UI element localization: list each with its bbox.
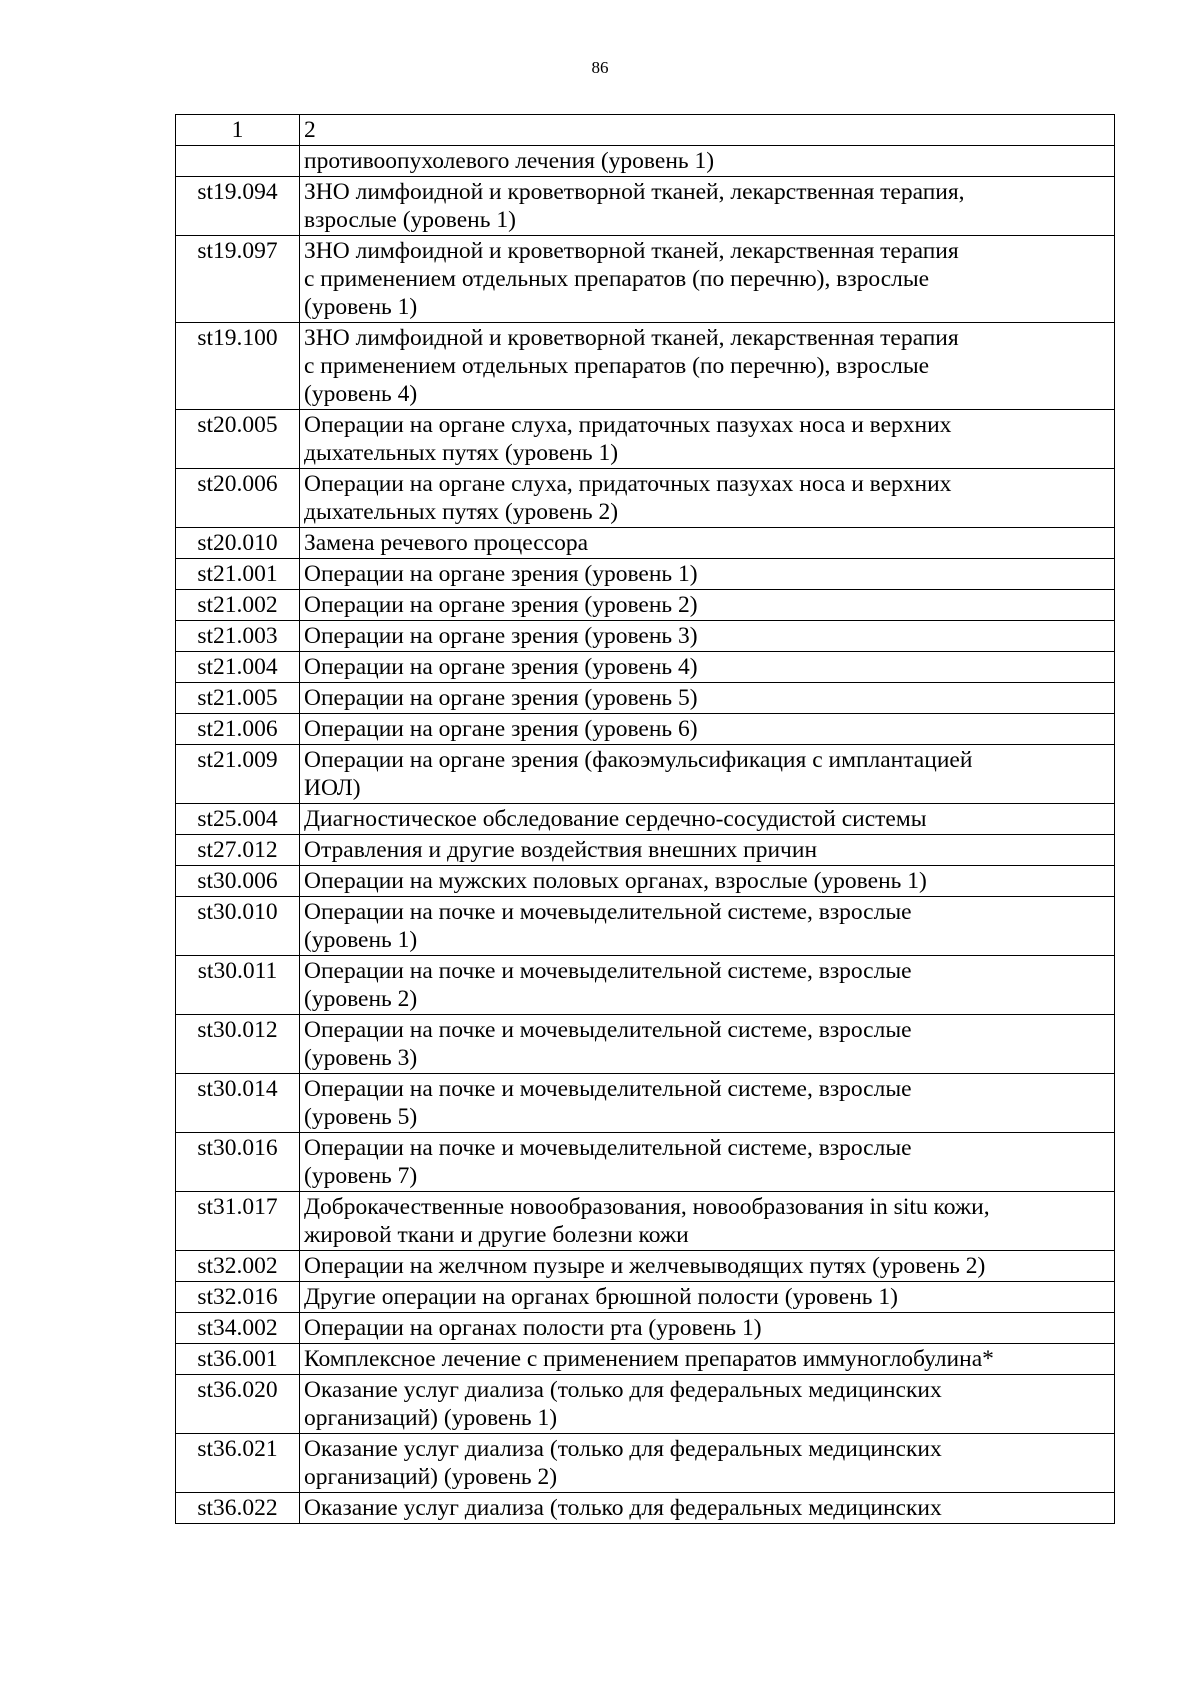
row-code-cell: st30.016 (176, 1133, 300, 1192)
row-code-cell: st21.004 (176, 652, 300, 683)
column-header-2: 2 (300, 115, 1115, 146)
row-description-cell: Операции на почке и мочевыделительной системе, взрослые (уровень 3) (300, 1015, 1115, 1074)
row-code-cell: st30.006 (176, 866, 300, 897)
row-code-cell: st21.003 (176, 621, 300, 652)
table-header-row (176, 115, 1115, 146)
row-description-cell: Операции на органах полости рта (уровень 1) (300, 1313, 1115, 1344)
column-header-1: 1 (176, 115, 300, 146)
row-description-cell: Комплексное лечение с применением препаратов иммуноглобулина* (300, 1344, 1115, 1375)
row-code-cell: st31.017 (176, 1192, 300, 1251)
row-description-cell: Операции на почке и мочевыделительной системе, взрослые (уровень 7) (300, 1133, 1115, 1192)
row-description-cell: Доброкачественные новообразования, новообразования in situ кожи, жировой ткани и другие болезни кожи (300, 1192, 1115, 1251)
row-code-cell: st21.006 (176, 714, 300, 745)
page-number: 86 (591, 58, 609, 77)
row-description-cell: Оказание услуг диализа (только для федеральных медицинских (300, 1493, 1115, 1524)
row-description-cell: Операции на органе зрения (уровень 1) (300, 559, 1115, 590)
row-code-cell: st19.094 (176, 177, 300, 236)
row-description-cell: Замена речевого процессора (300, 528, 1115, 559)
row-description-cell: ЗНО лимфоидной и кроветворной тканей, лекарственная терапия с применением отдельных препаратов (по перечню), взрослые (уровень 1) (300, 236, 1115, 323)
row-code-cell: st19.097 (176, 236, 300, 323)
row-code-cell: st21.005 (176, 683, 300, 714)
table-row (176, 956, 1115, 1015)
table-row (176, 1015, 1115, 1074)
table-row (176, 683, 1115, 714)
row-description-cell: Операции на органе слуха, придаточных пазухах носа и верхних дыхательных путях (уровень 2) (300, 469, 1115, 528)
table-row (176, 1282, 1115, 1313)
table-row (176, 745, 1115, 804)
table-row (176, 1375, 1115, 1434)
table-row (176, 323, 1115, 410)
table-row (176, 714, 1115, 745)
row-description-cell: Операции на желчном пузыре и желчевыводящих путях (уровень 2) (300, 1251, 1115, 1282)
table-row (176, 866, 1115, 897)
row-description-cell: ЗНО лимфоидной и кроветворной тканей, лекарственная терапия, взрослые (уровень 1) (300, 177, 1115, 236)
row-code-cell: st25.004 (176, 804, 300, 835)
table-row (176, 1074, 1115, 1133)
table-row (176, 1344, 1115, 1375)
row-code-cell: st36.022 (176, 1493, 300, 1524)
row-description-cell: Операции на мужских половых органах, взрослые (уровень 1) (300, 866, 1115, 897)
table-row (176, 559, 1115, 590)
row-description-cell: Операции на органе зрения (уровень 3) (300, 621, 1115, 652)
table-row (176, 1434, 1115, 1493)
table-row (176, 528, 1115, 559)
table-row (176, 652, 1115, 683)
row-code-cell: st32.016 (176, 1282, 300, 1313)
table-row (176, 804, 1115, 835)
row-code-cell: st19.100 (176, 323, 300, 410)
row-description-cell: Операции на органе зрения (уровень 6) (300, 714, 1115, 745)
row-code-cell: st20.010 (176, 528, 300, 559)
row-description-cell: Оказание услуг диализа (только для федеральных медицинских организаций) (уровень 2) (300, 1434, 1115, 1493)
row-description-cell: противоопухолевого лечения (уровень 1) (300, 146, 1115, 177)
row-code-cell: st20.006 (176, 469, 300, 528)
row-code-cell: st21.002 (176, 590, 300, 621)
row-code-cell: st30.014 (176, 1074, 300, 1133)
row-code-cell: st36.020 (176, 1375, 300, 1434)
row-code-cell (176, 146, 300, 177)
row-code-cell: st27.012 (176, 835, 300, 866)
table-row (176, 1133, 1115, 1192)
row-description-cell: Диагностическое обследование сердечно-сосудистой системы (300, 804, 1115, 835)
table-row (176, 835, 1115, 866)
row-description-cell: Операции на органе зрения (факоэмульсификация с имплантацией ИОЛ) (300, 745, 1115, 804)
row-code-cell: st30.011 (176, 956, 300, 1015)
table-row (176, 469, 1115, 528)
row-code-cell: st30.010 (176, 897, 300, 956)
row-code-cell: st20.005 (176, 410, 300, 469)
row-description-cell: Операции на органе зрения (уровень 2) (300, 590, 1115, 621)
table-row (176, 1313, 1115, 1344)
row-description-cell: Другие операции на органах брюшной полости (уровень 1) (300, 1282, 1115, 1313)
table-row (176, 1192, 1115, 1251)
table-row (176, 146, 1115, 177)
table-row (176, 897, 1115, 956)
row-description-cell: Отравления и другие воздействия внешних причин (300, 835, 1115, 866)
row-description-cell: Оказание услуг диализа (только для федеральных медицинских организаций) (уровень 1) (300, 1375, 1115, 1434)
table-row (176, 1493, 1115, 1524)
row-description-cell: Операции на почке и мочевыделительной системе, взрослые (уровень 1) (300, 897, 1115, 956)
table-row (176, 177, 1115, 236)
row-code-cell: st34.002 (176, 1313, 300, 1344)
table-body (176, 146, 1115, 1524)
row-description-cell: Операции на почке и мочевыделительной системе, взрослые (уровень 2) (300, 956, 1115, 1015)
table-row (176, 590, 1115, 621)
row-description-cell: Операции на органе зрения (уровень 5) (300, 683, 1115, 714)
row-code-cell: st32.002 (176, 1251, 300, 1282)
table-row (176, 1251, 1115, 1282)
row-description-cell: ЗНО лимфоидной и кроветворной тканей, лекарственная терапия с применением отдельных препаратов (по перечню), взрослые (уровень 4) (300, 323, 1115, 410)
table-row (176, 621, 1115, 652)
row-description-cell: Операции на органе зрения (уровень 4) (300, 652, 1115, 683)
table-row (176, 410, 1115, 469)
row-description-cell: Операции на органе слуха, придаточных пазухах носа и верхних дыхательных путях (уровень 1) (300, 410, 1115, 469)
row-code-cell: st21.009 (176, 745, 300, 804)
row-code-cell: st36.021 (176, 1434, 300, 1493)
row-code-cell: st30.012 (176, 1015, 300, 1074)
tariff-table (175, 114, 1115, 1524)
row-code-cell: st21.001 (176, 559, 300, 590)
row-description-cell: Операции на почке и мочевыделительной системе, взрослые (уровень 5) (300, 1074, 1115, 1133)
table-row (176, 236, 1115, 323)
row-code-cell: st36.001 (176, 1344, 300, 1375)
